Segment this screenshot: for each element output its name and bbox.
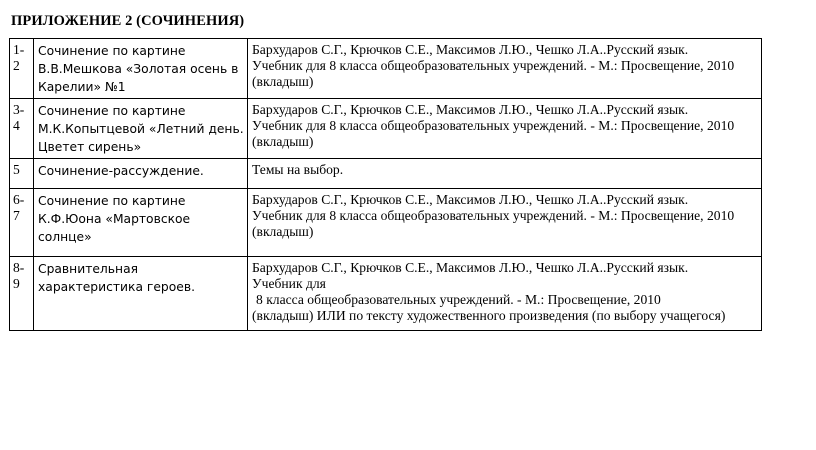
table-row (10, 159, 762, 189)
row-number: 6- 7 (10, 189, 34, 257)
table-row (10, 257, 762, 331)
page-title: ПРИЛОЖЕНИЕ 2 (СОЧИНЕНИЯ) (11, 13, 245, 29)
row-number: 3- 4 (10, 99, 34, 159)
source-reference: Темы на выбор. (248, 159, 762, 189)
row-number: 1- 2 (10, 39, 34, 99)
essays-table (9, 38, 762, 331)
essay-topic: Сочинение по картине М.К.Копытцевой «Летний день. Цветет сирень» (34, 99, 248, 159)
essay-topic: Сочинение-рассуждение. (34, 159, 248, 189)
essay-topic: Сочинение по картине К.Ф.Юона «Мартовское солнце» (34, 189, 248, 257)
essay-topic: Сравнительная характеристика героев. (34, 257, 248, 331)
source-reference: Бархударов С.Г., Крючков С.Е., Максимов Л.Ю., Чешко Л.А..Русский язык. Учебник для 8 класса общеобразовательных учреждений. - М.: Просвещение, 2010 (вкладыш) (248, 189, 762, 257)
source-reference: Бархударов С.Г., Крючков С.Е., Максимов Л.Ю., Чешко Л.А..Русский язык. Учебник для 8 класса общеобразовательных учреждений. - М.: Просвещение, 2010 (вкладыш) (248, 99, 762, 159)
source-reference: Бархударов С.Г., Крючков С.Е., Максимов Л.Ю., Чешко Л.А..Русский язык. Учебник для 8 класса общеобразовательных учреждений. - М.: Просвещение, 2010 (вкладыш) ИЛИ по тексту художественного произведения (по выбору учащегося) (248, 257, 762, 331)
row-number: 5 (10, 159, 34, 189)
row-number: 8- 9 (10, 257, 34, 331)
table-row (10, 99, 762, 159)
table-row (10, 189, 762, 257)
table-row (10, 39, 762, 99)
source-reference: Бархударов С.Г., Крючков С.Е., Максимов Л.Ю., Чешко Л.А..Русский язык. Учебник для 8 класса общеобразовательных учреждений. - М.: Просвещение, 2010 (вкладыш) (248, 39, 762, 99)
essay-topic: Сочинение по картине В.В.Мешкова «Золотая осень в Карелии» №1 (34, 39, 248, 99)
